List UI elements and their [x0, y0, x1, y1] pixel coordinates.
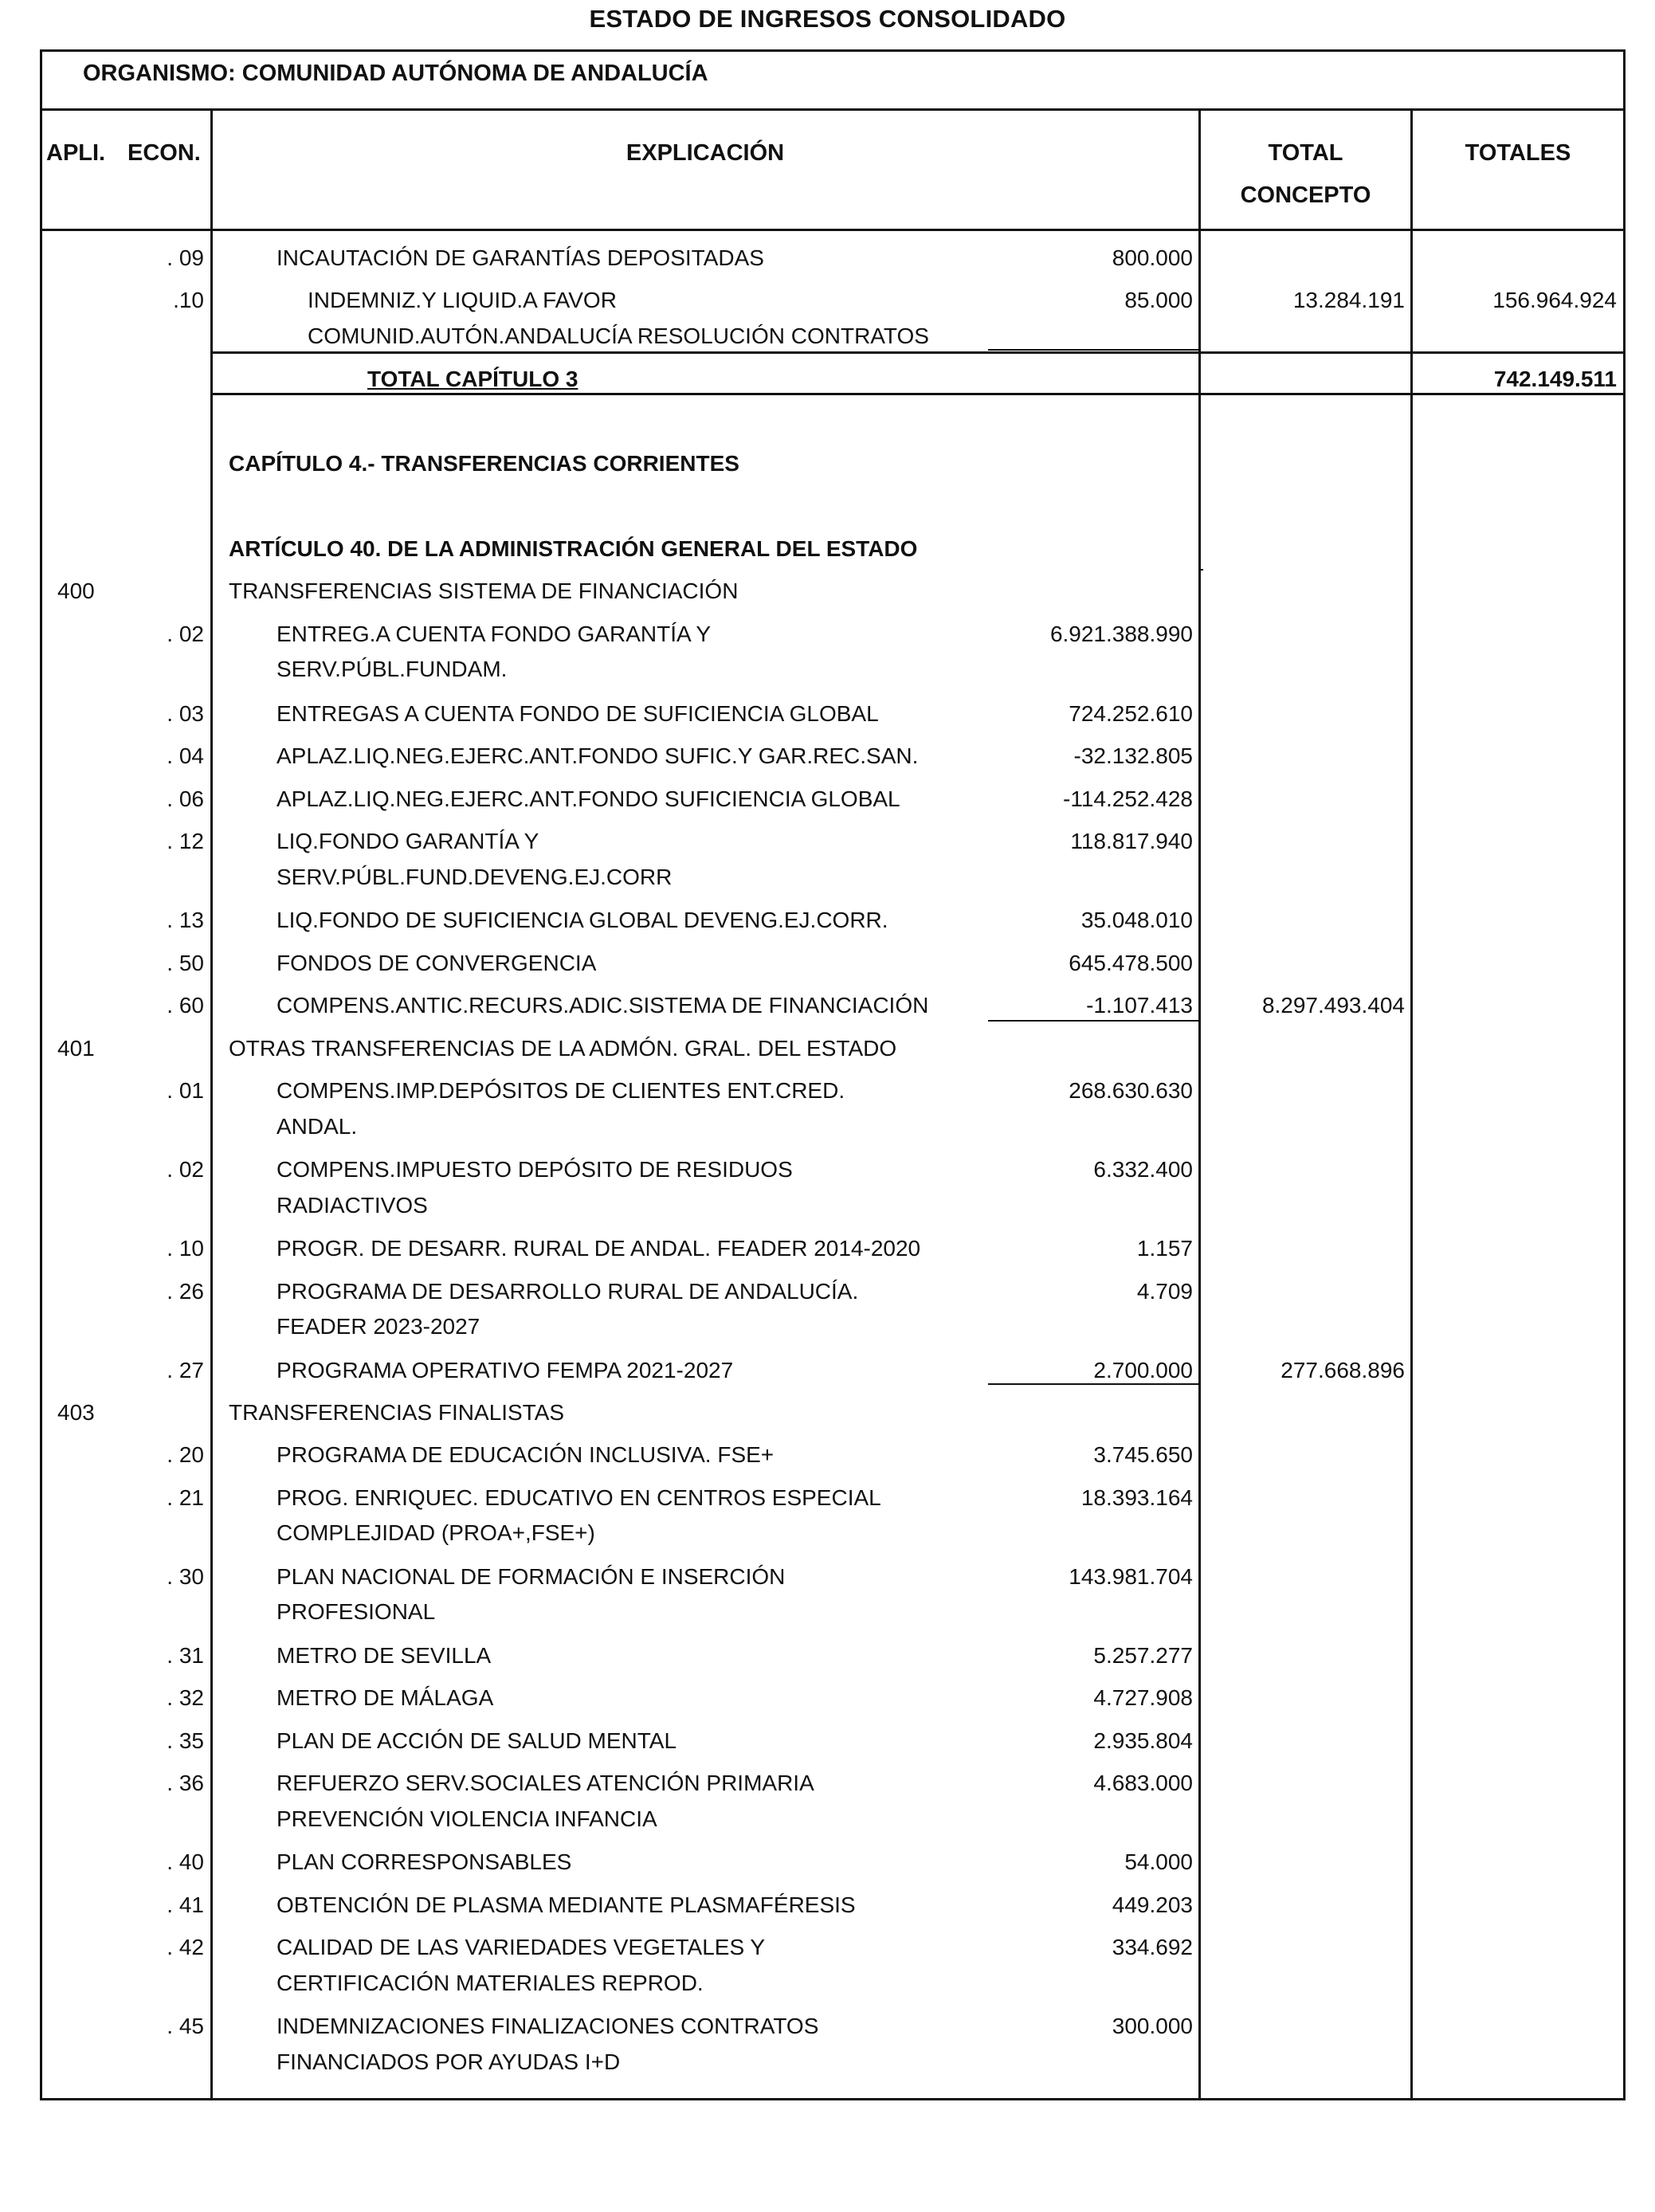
row-amount: 724.252.610: [1069, 701, 1193, 726]
header-total-concepto-1: TOTAL: [1268, 140, 1343, 166]
row-econ: . 06: [167, 786, 204, 811]
row-amount: 118.817.940: [1070, 829, 1193, 853]
row-text-2: PREVENCIÓN VIOLENCIA INFANCIA: [276, 1806, 657, 1831]
row-text: INCAUTACIÓN DE GARANTÍAS DEPOSITADAS: [276, 245, 764, 270]
row-text-2: PROFESIONAL: [276, 1599, 436, 1624]
row-text: PROG. ENRIQUEC. EDUCATIVO EN CENTROS ESPECIAL: [276, 1485, 881, 1510]
row-amount: 645.478.500: [1069, 951, 1193, 975]
row-text: TRANSFERENCIAS SISTEMA DE FINANCIACIÓN: [229, 578, 739, 603]
row-amount: 143.981.704: [1069, 1564, 1193, 1589]
row-econ: . 27: [167, 1358, 204, 1382]
row-text: METRO DE SEVILLA: [276, 1643, 492, 1668]
header-apli: APLI.: [46, 140, 106, 166]
row-text: PROGR. DE DESARR. RURAL DE ANDAL. FEADER 2014-2020: [276, 1236, 921, 1261]
row-amount: 268.630.630: [1069, 1078, 1193, 1103]
header-explicacion: EXPLICACIÓN: [626, 140, 785, 166]
row-text: REFUERZO SERV.SOCIALES ATENCIÓN PRIMARIA: [276, 1771, 814, 1795]
article-heading: ARTÍCULO 40. DE LA ADMINISTRACIÓN GENERAL DEL ESTADO: [229, 536, 918, 561]
row-text: LIQ.FONDO GARANTÍA Y: [276, 829, 539, 853]
header-total-concepto-2: CONCEPTO: [1240, 182, 1371, 208]
row-econ: . 09: [167, 245, 204, 270]
row-amount: 4.683.000: [1093, 1771, 1193, 1795]
row-total-concepto: 13.284.191: [1292, 288, 1405, 312]
row-apli: 401: [57, 1036, 95, 1061]
row-text: COMPENS.IMPUESTO DEPÓSITO DE RESIDUOS: [276, 1157, 793, 1182]
total-capitulo-value: 742.149.511: [1493, 367, 1617, 391]
row-totales: 156.964.924: [1492, 288, 1617, 312]
row-text: PLAN NACIONAL DE FORMACIÓN E INSERCIÓN: [276, 1564, 786, 1589]
row-amount: 2.935.804: [1093, 1728, 1193, 1753]
row-text-2: ANDAL.: [276, 1114, 358, 1139]
row-econ: . 32: [167, 1685, 204, 1710]
row-econ: . 35: [167, 1728, 204, 1753]
row-econ: . 31: [167, 1643, 204, 1668]
row-text: INDEMNIZACIONES FINALIZACIONES CONTRATOS: [276, 2014, 819, 2038]
row-text: LIQ.FONDO DE SUFICIENCIA GLOBAL DEVENG.EJ.CORR.: [276, 908, 888, 932]
row-apli: 400: [57, 578, 95, 603]
row-amount: 800.000: [1112, 245, 1193, 270]
row-amount: 4.709: [1136, 1279, 1193, 1304]
row-text: COMPENS.ANTIC.RECURS.ADIC.SISTEMA DE FINANCIACIÓN: [276, 993, 929, 1018]
row-econ: . 13: [167, 908, 204, 932]
row-econ: . 50: [167, 951, 204, 975]
row-text: PROGRAMA OPERATIVO FEMPA 2021-2027: [276, 1358, 734, 1382]
total-row-top: [210, 351, 1626, 354]
row-text: OTRAS TRANSFERENCIAS DE LA ADMÓN. GRAL. DEL ESTADO: [229, 1036, 897, 1061]
row-apli: 403: [57, 1400, 95, 1425]
subtotal-underline: [988, 349, 1198, 351]
row-econ: . 42: [167, 1935, 204, 1959]
row-text: COMPENS.IMP.DEPÓSITOS DE CLIENTES ENT.CRED.: [276, 1078, 845, 1103]
row-amount: -32.132.805: [1073, 743, 1193, 768]
row-amount: 3.745.650: [1093, 1442, 1193, 1467]
row-econ: . 03: [167, 701, 204, 726]
row-amount: 35.048.010: [1080, 908, 1193, 932]
row-amount: 4.727.908: [1093, 1685, 1193, 1710]
total-row-bottom: [210, 393, 1626, 395]
col-divider-concepto: [1198, 108, 1201, 2100]
row-amount: 1.157: [1136, 1236, 1193, 1261]
row-econ: . 20: [167, 1442, 204, 1467]
row-text-2: RADIACTIVOS: [276, 1193, 428, 1218]
row-amount: 334.692: [1112, 1935, 1193, 1959]
row-econ: . 45: [167, 2014, 204, 2038]
row-amount: 2.700.000: [1093, 1358, 1193, 1382]
page-title: ESTADO DE INGRESOS CONSOLIDADO: [589, 5, 1066, 33]
row-text: TRANSFERENCIAS FINALISTAS: [229, 1400, 565, 1425]
organismo-label: ORGANISMO: COMUNIDAD AUTÓNOMA DE ANDALUCÍA: [83, 61, 708, 86]
row-text-2: FINANCIADOS POR AYUDAS I+D: [276, 2049, 621, 2074]
row-text-2: COMPLEJIDAD (PROA+,FSE+): [276, 1520, 595, 1545]
row-text: PLAN CORRESPONSABLES: [276, 1849, 572, 1874]
col-divider-apli: [210, 108, 213, 2100]
row-econ: . 26: [167, 1279, 204, 1304]
row-text: FONDOS DE CONVERGENCIA: [276, 951, 597, 975]
row-amount: -114.252.428: [1063, 786, 1193, 811]
row-total-concepto: 8.297.493.404: [1261, 993, 1405, 1018]
subtotal-underline: [988, 1383, 1198, 1385]
row-econ: .10: [173, 288, 204, 312]
row-amount: 85.000: [1124, 288, 1193, 312]
row-econ: . 02: [167, 622, 204, 646]
row-amount: 5.257.277: [1093, 1643, 1193, 1668]
row-total-concepto: 277.668.896: [1280, 1358, 1405, 1382]
header-totales: TOTALES: [1465, 140, 1571, 166]
tick-mark: [1198, 569, 1203, 571]
row-text: APLAZ.LIQ.NEG.EJERC.ANT.FONDO SUFICIENCIA GLOBAL: [276, 786, 900, 811]
row-econ: . 04: [167, 743, 204, 768]
total-capitulo-label: TOTAL CAPÍTULO 3: [367, 367, 578, 391]
row-text: CALIDAD DE LAS VARIEDADES VEGETALES Y: [276, 1935, 766, 1959]
row-econ: . 36: [167, 1771, 204, 1795]
row-econ: . 10: [167, 1236, 204, 1261]
row-text: PLAN DE ACCIÓN DE SALUD MENTAL: [276, 1728, 677, 1753]
row-amount: 6.921.388.990: [1049, 622, 1193, 646]
row-amount: 18.393.164: [1080, 1485, 1193, 1510]
row-amount: 449.203: [1112, 1892, 1193, 1917]
row-econ: . 21: [167, 1485, 204, 1510]
row-amount: 54.000: [1124, 1849, 1193, 1874]
organismo-divider: [40, 108, 1626, 111]
row-econ: . 40: [167, 1849, 204, 1874]
row-text-2: SERV.PÚBL.FUND.DEVENG.EJ.CORR: [276, 865, 673, 889]
row-econ: . 41: [167, 1892, 204, 1917]
row-text: METRO DE MÁLAGA: [276, 1685, 494, 1710]
row-text: PROGRAMA DE DESARROLLO RURAL DE ANDALUCÍA.: [276, 1279, 859, 1304]
row-text: APLAZ.LIQ.NEG.EJERC.ANT.FONDO SUFIC.Y GAR.REC.SAN.: [276, 743, 919, 768]
subtotal-underline: [988, 1020, 1198, 1022]
header-econ: ECON.: [127, 140, 201, 166]
row-econ: . 30: [167, 1564, 204, 1589]
col-divider-totales: [1410, 108, 1413, 2100]
row-text-2: CERTIFICACIÓN MATERIALES REPROD.: [276, 1971, 704, 1995]
row-text: ENTREG.A CUENTA FONDO GARANTÍA Y: [276, 622, 712, 646]
chapter-heading: CAPÍTULO 4.- TRANSFERENCIAS CORRIENTES: [229, 451, 739, 476]
row-amount: -1.107.413: [1086, 993, 1193, 1018]
row-econ: . 01: [167, 1078, 204, 1103]
row-text: PROGRAMA DE EDUCACIÓN INCLUSIVA. FSE+: [276, 1442, 775, 1467]
row-text-2: SERV.PÚBL.FUNDAM.: [276, 657, 508, 681]
row-text: ENTREGAS A CUENTA FONDO DE SUFICIENCIA GLOBAL: [276, 701, 879, 726]
row-text: OBTENCIÓN DE PLASMA MEDIANTE PLASMAFÉRESIS: [276, 1892, 856, 1917]
row-text-2: COMUNID.AUTÓN.ANDALUCÍA RESOLUCIÓN CONTRATOS: [308, 324, 929, 348]
row-text-2: FEADER 2023-2027: [276, 1314, 480, 1339]
row-econ: . 60: [167, 993, 204, 1018]
row-amount: 6.332.400: [1093, 1157, 1193, 1182]
row-econ: . 02: [167, 1157, 204, 1182]
row-amount: 300.000: [1112, 2014, 1193, 2038]
row-econ: . 12: [167, 829, 204, 853]
row-text: INDEMNIZ.Y LIQUID.A FAVOR: [308, 288, 617, 312]
header-divider: [40, 229, 1626, 231]
